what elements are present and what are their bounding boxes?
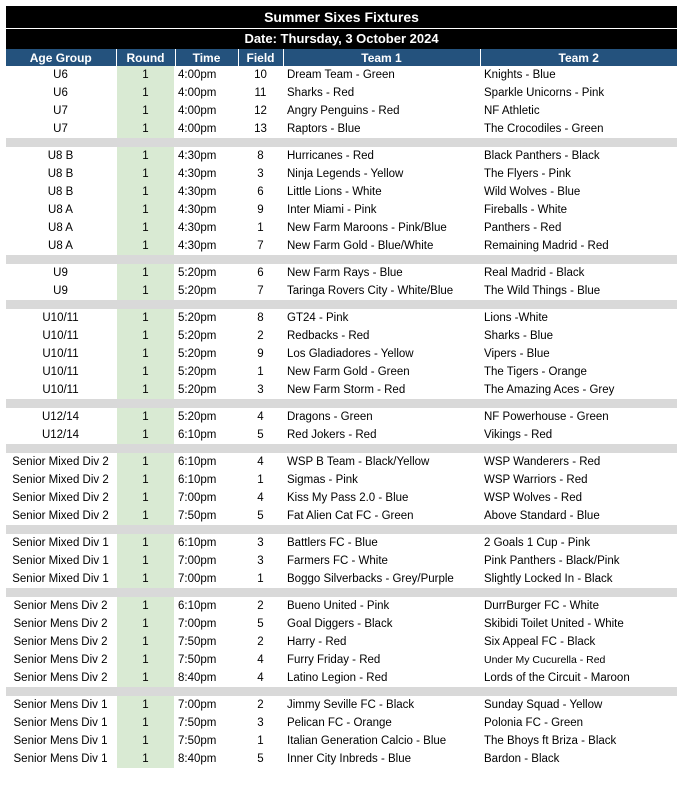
field-cell: 1 — [257, 474, 264, 486]
team-2-cell: Sparkle Unicorns - Pink — [484, 87, 605, 99]
team-2-cell: The Wild Things - Blue — [484, 285, 601, 297]
team-1-cell: Battlers FC - Blue — [287, 537, 378, 549]
time-cell: 5:20pm — [178, 348, 217, 360]
field-cell: 6 — [257, 186, 264, 198]
fixture-row — [6, 489, 677, 507]
fixture-row — [6, 534, 677, 552]
fixture-row — [6, 327, 677, 345]
team-2-cell: Vikings - Red — [484, 429, 553, 441]
separator-cell — [6, 525, 677, 534]
field-cell: 1 — [257, 573, 264, 585]
team-1-cell: Little Lions - White — [287, 186, 382, 198]
team-2-cell: WSP Warriors - Red — [484, 474, 588, 486]
fixture-row — [6, 696, 677, 714]
fixture-row — [6, 714, 677, 732]
age-group-cell: Senior Mens Div 1 — [13, 753, 108, 765]
round-cell: 1 — [116, 750, 175, 768]
round-cell: 1 — [116, 570, 175, 588]
time-cell: 5:20pm — [178, 384, 217, 396]
field-cell: 4 — [257, 492, 264, 504]
time-cell: 5:20pm — [178, 267, 217, 279]
field-cell: 4 — [257, 411, 264, 423]
round-cell: 1 — [116, 696, 175, 714]
team-1-cell: Harry - Red — [287, 636, 347, 648]
team-2-cell: Wild Wolves - Blue — [484, 186, 581, 198]
round-cell: 1 — [116, 147, 175, 165]
time-cell: 8:40pm — [178, 753, 217, 765]
field-cell: 3 — [257, 555, 264, 567]
team-1-cell: GT24 - Pink — [287, 312, 349, 324]
round-cell: 1 — [116, 534, 175, 552]
group-separator — [6, 138, 677, 147]
age-group-cell: U8 B — [47, 168, 74, 180]
team-1-cell: Pelican FC - Orange — [287, 717, 392, 729]
round-cell: 1 — [116, 669, 175, 687]
age-group-cell: Senior Mens Div 2 — [13, 600, 108, 612]
round-cell: 1 — [116, 633, 175, 651]
separator-cell — [6, 300, 677, 309]
round-cell: 1 — [116, 714, 175, 732]
time-cell: 4:30pm — [178, 186, 217, 198]
age-group-cell: U8 A — [48, 240, 73, 252]
round-cell: 1 — [116, 66, 175, 84]
field-cell: 8 — [257, 312, 264, 324]
age-group-cell: U8 B — [47, 150, 74, 162]
team-2-cell: Six Appeal FC - Black — [484, 636, 596, 648]
time-cell: 8:40pm — [178, 672, 217, 684]
team-2-cell: Above Standard - Blue — [484, 510, 600, 522]
fixture-row — [6, 615, 677, 633]
group-separator — [6, 399, 677, 408]
field-cell: 11 — [254, 87, 267, 99]
header-time: Time — [175, 49, 238, 66]
team-2-cell: NF Powerhouse - Green — [484, 411, 609, 423]
sheet-title: Summer Sixes Fixtures — [6, 6, 677, 29]
team-1-cell: Dream Team - Green — [287, 69, 395, 81]
fixture-row — [6, 750, 677, 768]
fixture-row — [6, 84, 677, 102]
fixture-row — [6, 183, 677, 201]
team-2-cell: Fireballs - White — [484, 204, 568, 216]
fixture-row — [6, 147, 677, 165]
team-1-cell: Ninja Legends - Yellow — [287, 168, 404, 180]
header-field: Field — [238, 49, 283, 66]
age-group-cell: U6 — [53, 69, 68, 81]
team-1-cell: Los Gladiadores - Yellow — [287, 348, 414, 360]
separator-cell — [6, 444, 677, 453]
time-cell: 5:20pm — [178, 330, 217, 342]
fixture-row — [6, 453, 677, 471]
time-cell: 7:50pm — [178, 510, 217, 522]
group-separator — [6, 255, 677, 264]
time-cell: 6:10pm — [178, 474, 217, 486]
team-2-cell: Bardon - Black — [484, 753, 560, 765]
age-group-cell: U8 A — [48, 204, 73, 216]
team-1-cell: Farmers FC - White — [287, 555, 388, 567]
field-cell: 13 — [254, 123, 267, 135]
header-team-1: Team 1 — [283, 49, 480, 66]
round-cell: 1 — [116, 327, 175, 345]
age-group-cell: Senior Mens Div 1 — [13, 717, 108, 729]
team-1-cell: Jimmy Seville FC - Black — [287, 699, 415, 711]
age-group-cell: U8 A — [48, 222, 73, 234]
round-cell: 1 — [116, 732, 175, 750]
fixture-row — [6, 651, 677, 669]
team-2-cell: Remaining Madrid - Red — [484, 240, 609, 252]
time-cell: 7:00pm — [178, 699, 217, 711]
field-cell: 1 — [257, 735, 264, 747]
fixtures-sheet — [6, 6, 677, 768]
group-separator — [6, 687, 677, 696]
round-cell: 1 — [116, 264, 175, 282]
time-cell: 4:30pm — [178, 240, 217, 252]
field-cell: 3 — [257, 384, 264, 396]
header-row — [6, 49, 677, 66]
fixture-row — [6, 633, 677, 651]
team-2-cell: The Crocodiles - Green — [484, 123, 604, 135]
fixture-row — [6, 264, 677, 282]
fixture-row — [6, 471, 677, 489]
age-group-cell: Senior Mixed Div 2 — [12, 456, 109, 468]
time-cell: 4:00pm — [178, 69, 217, 81]
age-group-cell: Senior Mixed Div 1 — [12, 573, 109, 585]
team-2-cell: Polonia FC - Green — [484, 717, 584, 729]
team-1-cell: Hurricanes - Red — [287, 150, 374, 162]
fixture-row — [6, 507, 677, 525]
age-group-cell: U10/11 — [42, 330, 79, 342]
time-cell: 4:00pm — [178, 123, 217, 135]
fixture-row — [6, 408, 677, 426]
round-cell: 1 — [116, 597, 175, 615]
field-cell: 3 — [257, 537, 264, 549]
team-1-cell: Kiss My Pass 2.0 - Blue — [287, 492, 409, 504]
team-1-cell: Bueno United - Pink — [287, 600, 390, 612]
time-cell: 7:50pm — [178, 717, 217, 729]
age-group-cell: Senior Mens Div 2 — [13, 636, 108, 648]
fixture-row — [6, 732, 677, 750]
group-separator — [6, 300, 677, 309]
team-1-cell: New Farm Rays - Blue — [287, 267, 403, 279]
fixture-row — [6, 102, 677, 120]
field-cell: 2 — [257, 600, 264, 612]
field-cell: 10 — [254, 69, 267, 81]
time-cell: 7:50pm — [178, 636, 217, 648]
team-1-cell: Furry Friday - Red — [287, 654, 381, 666]
team-2-cell: WSP Wanderers - Red — [484, 456, 601, 468]
team-1-cell: Sigmas - Pink — [287, 474, 358, 486]
round-cell: 1 — [116, 309, 175, 327]
team-1-cell: New Farm Gold - Green — [287, 366, 410, 378]
team-2-cell: WSP Wolves - Red — [484, 492, 582, 504]
time-cell: 7:00pm — [178, 555, 217, 567]
field-cell: 2 — [257, 330, 264, 342]
team-1-cell: Taringa Rovers City - White/Blue — [287, 285, 454, 297]
team-1-cell: Raptors - Blue — [287, 123, 361, 135]
team-1-cell: New Farm Storm - Red — [287, 384, 406, 396]
team-1-cell: WSP B Team - Black/Yellow — [287, 456, 430, 468]
round-cell: 1 — [116, 408, 175, 426]
team-1-cell: Fat Alien Cat FC - Green — [287, 510, 414, 522]
field-cell: 5 — [257, 429, 264, 441]
field-cell: 5 — [257, 618, 264, 630]
time-cell: 5:20pm — [178, 312, 217, 324]
round-cell: 1 — [116, 102, 175, 120]
time-cell: 7:50pm — [178, 654, 217, 666]
age-group-cell: Senior Mixed Div 1 — [12, 555, 109, 567]
team-1-cell: Dragons - Green — [287, 411, 373, 423]
separator-cell — [6, 255, 677, 264]
age-group-cell: U10/11 — [42, 366, 79, 378]
time-cell: 6:10pm — [178, 600, 217, 612]
round-cell: 1 — [116, 165, 175, 183]
team-2-cell: The Amazing Aces - Grey — [484, 384, 615, 396]
group-separator — [6, 588, 677, 597]
time-cell: 7:00pm — [178, 573, 217, 585]
team-1-cell: Red Jokers - Red — [287, 429, 377, 441]
team-2-cell: Sunday Squad - Yellow — [484, 699, 603, 711]
team-2-cell: The Flyers - Pink — [484, 168, 571, 180]
time-cell: 7:00pm — [178, 618, 217, 630]
team-1-cell: New Farm Gold - Blue/White — [287, 240, 434, 252]
team-1-cell: New Farm Maroons - Pink/Blue — [287, 222, 447, 234]
time-cell: 4:00pm — [178, 87, 217, 99]
time-cell: 6:10pm — [178, 429, 217, 441]
round-cell: 1 — [116, 552, 175, 570]
age-group-cell: Senior Mens Div 2 — [13, 672, 108, 684]
fixture-row — [6, 552, 677, 570]
fixture-row — [6, 597, 677, 615]
header-team-2: Team 2 — [480, 49, 677, 66]
field-cell: 3 — [257, 717, 264, 729]
time-cell: 5:20pm — [178, 285, 217, 297]
round-cell: 1 — [116, 282, 175, 300]
round-cell: 1 — [116, 237, 175, 255]
team-2-cell: DurrBurger FC - White — [484, 600, 600, 612]
round-cell: 1 — [116, 363, 175, 381]
team-2-cell: Lions -White — [484, 312, 548, 324]
field-cell: 7 — [257, 285, 264, 297]
team-1-cell: Inter Miami - Pink — [287, 204, 377, 216]
team-1-cell: Inner City Inbreds - Blue — [287, 753, 412, 765]
round-cell: 1 — [116, 471, 175, 489]
round-cell: 1 — [116, 84, 175, 102]
time-cell: 5:20pm — [178, 411, 217, 423]
round-cell: 1 — [116, 381, 175, 399]
team-2-cell: The Tigers - Orange — [484, 366, 587, 378]
age-group-cell: Senior Mixed Div 2 — [12, 474, 109, 486]
team-2-cell: Panthers - Red — [484, 222, 562, 234]
team-2-cell: Black Panthers - Black — [484, 150, 600, 162]
age-group-cell: Senior Mens Div 1 — [13, 699, 108, 711]
fixture-row — [6, 570, 677, 588]
group-separator — [6, 444, 677, 453]
fixture-row — [6, 219, 677, 237]
field-cell: 2 — [257, 699, 264, 711]
age-group-cell: U8 B — [47, 186, 74, 198]
round-cell: 1 — [116, 651, 175, 669]
time-cell: 4:00pm — [178, 105, 217, 117]
field-cell: 7 — [257, 240, 264, 252]
separator-cell — [6, 687, 677, 696]
team-2-cell: Under My Cucurella - Red — [484, 654, 606, 666]
age-group-cell: U10/11 — [42, 384, 79, 396]
age-group-cell: U9 — [53, 285, 68, 297]
time-cell: 6:10pm — [178, 456, 217, 468]
field-cell: 4 — [257, 456, 264, 468]
time-cell: 6:10pm — [178, 537, 217, 549]
team-1-cell: Goal Diggers - Black — [287, 618, 393, 630]
fixture-row — [6, 345, 677, 363]
fixture-row — [6, 669, 677, 687]
field-cell: 4 — [257, 654, 264, 666]
field-cell: 2 — [257, 636, 264, 648]
time-cell: 7:50pm — [178, 735, 217, 747]
team-2-cell: NF Athletic — [484, 105, 540, 117]
time-cell: 4:30pm — [178, 204, 217, 216]
fixture-row — [6, 381, 677, 399]
fixture-row — [6, 363, 677, 381]
age-group-cell: U12/14 — [41, 429, 80, 441]
separator-cell — [6, 399, 677, 408]
team-2-cell: Skibidi Toilet United - White — [484, 618, 624, 630]
team-2-cell: Sharks - Blue — [484, 330, 554, 342]
team-2-cell: The Bhoys ft Briza - Black — [484, 735, 617, 747]
age-group-cell: Senior Mens Div 2 — [13, 618, 108, 630]
round-cell: 1 — [116, 507, 175, 525]
team-2-cell: Knights - Blue — [484, 69, 556, 81]
round-cell: 1 — [116, 426, 175, 444]
fixture-row — [6, 237, 677, 255]
date-line: Date: Thursday, 3 October 2024 — [6, 29, 677, 49]
field-cell: 9 — [257, 348, 264, 360]
group-separator — [6, 525, 677, 534]
field-cell: 1 — [257, 366, 264, 378]
round-cell: 1 — [116, 489, 175, 507]
team-2-cell: Pink Panthers - Black/Pink — [484, 555, 620, 567]
fixture-row — [6, 426, 677, 444]
team-2-cell: 2 Goals 1 Cup - Pink — [484, 537, 591, 549]
separator-cell — [6, 138, 677, 147]
age-group-cell: U7 — [53, 123, 68, 135]
fixtures-table — [6, 49, 677, 768]
age-group-cell: Senior Mens Div 2 — [13, 654, 108, 666]
age-group-cell: U12/14 — [41, 411, 80, 423]
time-cell: 4:30pm — [178, 150, 217, 162]
age-group-cell: Senior Mens Div 1 — [13, 735, 108, 747]
fixtures-body — [6, 66, 677, 768]
team-1-cell: Angry Penguins - Red — [287, 105, 400, 117]
team-2-cell: Real Madrid - Black — [484, 267, 585, 279]
age-group-cell: U10/11 — [42, 312, 79, 324]
team-1-cell: Latino Legion - Red — [287, 672, 388, 684]
fixture-row — [6, 309, 677, 327]
team-1-cell: Boggo Silverbacks - Grey/Purple — [287, 573, 454, 585]
header-age-group: Age Group — [6, 49, 116, 66]
team-2-cell: Slightly Locked In - Black — [484, 573, 613, 585]
fixture-row — [6, 282, 677, 300]
field-cell: 1 — [257, 222, 264, 234]
round-cell: 1 — [116, 345, 175, 363]
field-cell: 6 — [257, 267, 264, 279]
team-1-cell: Sharks - Red — [287, 87, 355, 99]
age-group-cell: Senior Mixed Div 2 — [12, 492, 109, 504]
time-cell: 7:00pm — [178, 492, 217, 504]
round-cell: 1 — [116, 615, 175, 633]
separator-cell — [6, 588, 677, 597]
age-group-cell: U6 — [53, 87, 68, 99]
header-round: Round — [116, 49, 175, 66]
field-cell: 9 — [257, 204, 264, 216]
team-2-cell: Lords of the Circuit - Maroon — [484, 672, 630, 684]
fixture-row — [6, 165, 677, 183]
team-1-cell: Italian Generation Calcio - Blue — [287, 735, 447, 747]
round-cell: 1 — [116, 453, 175, 471]
round-cell: 1 — [116, 201, 175, 219]
round-cell: 1 — [116, 183, 175, 201]
age-group-cell: U7 — [53, 105, 68, 117]
field-cell: 8 — [257, 150, 264, 162]
time-cell: 4:30pm — [178, 168, 217, 180]
round-cell: 1 — [116, 219, 175, 237]
age-group-cell: Senior Mixed Div 1 — [12, 537, 109, 549]
age-group-cell: Senior Mixed Div 2 — [12, 510, 109, 522]
fixture-row — [6, 66, 677, 84]
age-group-cell: U9 — [53, 267, 68, 279]
fixture-row — [6, 201, 677, 219]
field-cell: 4 — [257, 672, 264, 684]
age-group-cell: U10/11 — [42, 348, 79, 360]
team-2-cell: Vipers - Blue — [484, 348, 550, 360]
field-cell: 12 — [254, 105, 267, 117]
team-1-cell: Redbacks - Red — [287, 330, 370, 342]
time-cell: 5:20pm — [178, 366, 217, 378]
fixture-row — [6, 120, 677, 138]
round-cell: 1 — [116, 120, 175, 138]
time-cell: 4:30pm — [178, 222, 217, 234]
field-cell: 5 — [257, 510, 264, 522]
field-cell: 5 — [257, 753, 264, 765]
field-cell: 3 — [257, 168, 264, 180]
